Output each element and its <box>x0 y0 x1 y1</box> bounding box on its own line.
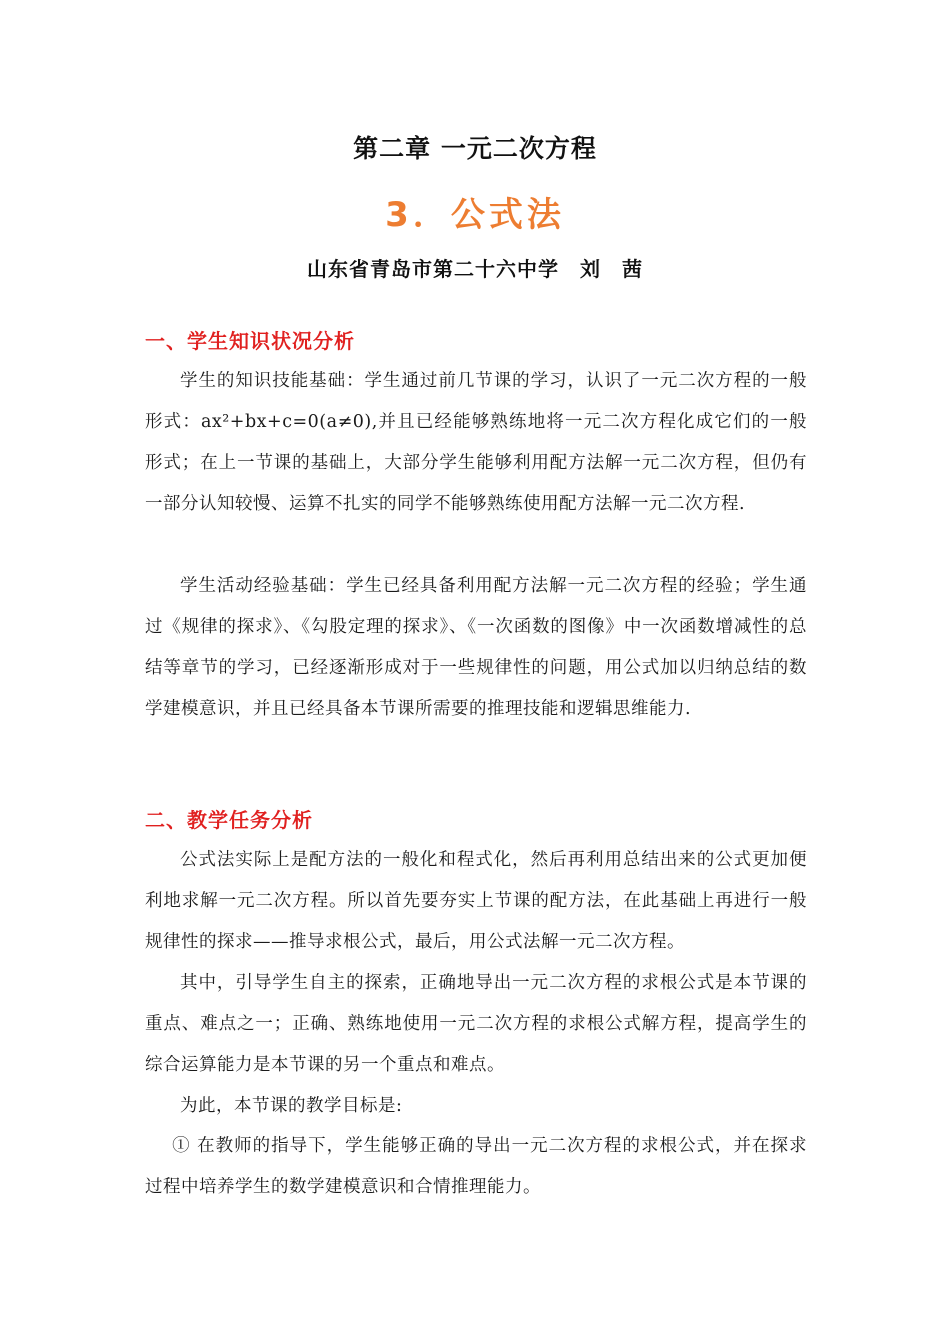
heading-student-knowledge: 一、学生知识状况分析 <box>145 329 355 353</box>
paragraph-knowledge-basis: 学生的知识技能基础：学生通过前几节课的学习，认识了一元二次方程的一般形式：ax²+bx+c=0(a≠0),并且已经能够熟练地将一元二次方程化成它们的一般形式；在上一节课的基础上，大部分学生能够利用配方法解一元二次方程，但仍有一部分认知较慢、运算不扎实的同学不能够熟练使用配方法解一元二次方程. <box>145 371 807 514</box>
chapter-title: 第二章 一元二次方程 <box>353 134 597 163</box>
heading-teaching-task: 二、教学任务分析 <box>145 808 313 832</box>
paragraph-goals-intro: 为此，本节课的教学目标是: <box>180 1096 403 1116</box>
paragraph-key-points: 其中，引导学生自主的探索，正确地导出一元二次方程的求根公式是本节课的重点、难点之一；正确、熟练地使用一元二次方程的求根公式解方程，提高学生的综合运算能力是本节课的另一个重点和难点。 <box>145 973 807 1075</box>
paragraph-goal-1: ① 在教师的指导下，学生能够正确的导出一元二次方程的求根公式，并在探求过程中培养学生的数学建模意识和合情推理能力。 <box>145 1136 807 1197</box>
paragraph-experience-basis: 学生活动经验基础：学生已经具备利用配方法解一元二次方程的经验；学生通过《规律的探求》、《勾股定理的探求》、《一次函数的图像》中一次函数增减性的总结等章节的学习，已经逐渐形成对于一些规律性的问题，用公式加以归纳总结的数学建模意识，并且已经具备本节课所需要的推理技能和逻辑思维能力. <box>145 576 807 719</box>
author-line: 山东省青岛市第二十六中学 刘 茜 <box>307 257 643 281</box>
section-title: 3．公式法 <box>385 195 565 235</box>
paragraph-formula-method: 公式法实际上是配方法的一般化和程式化，然后再利用总结出来的公式更加便利地求解一元二次方程。所以首先要夯实上节课的配方法，在此基础上再进行一般规律性的探求——推导求根公式，最后，用公式法解一元二次方程。 <box>145 850 807 952</box>
